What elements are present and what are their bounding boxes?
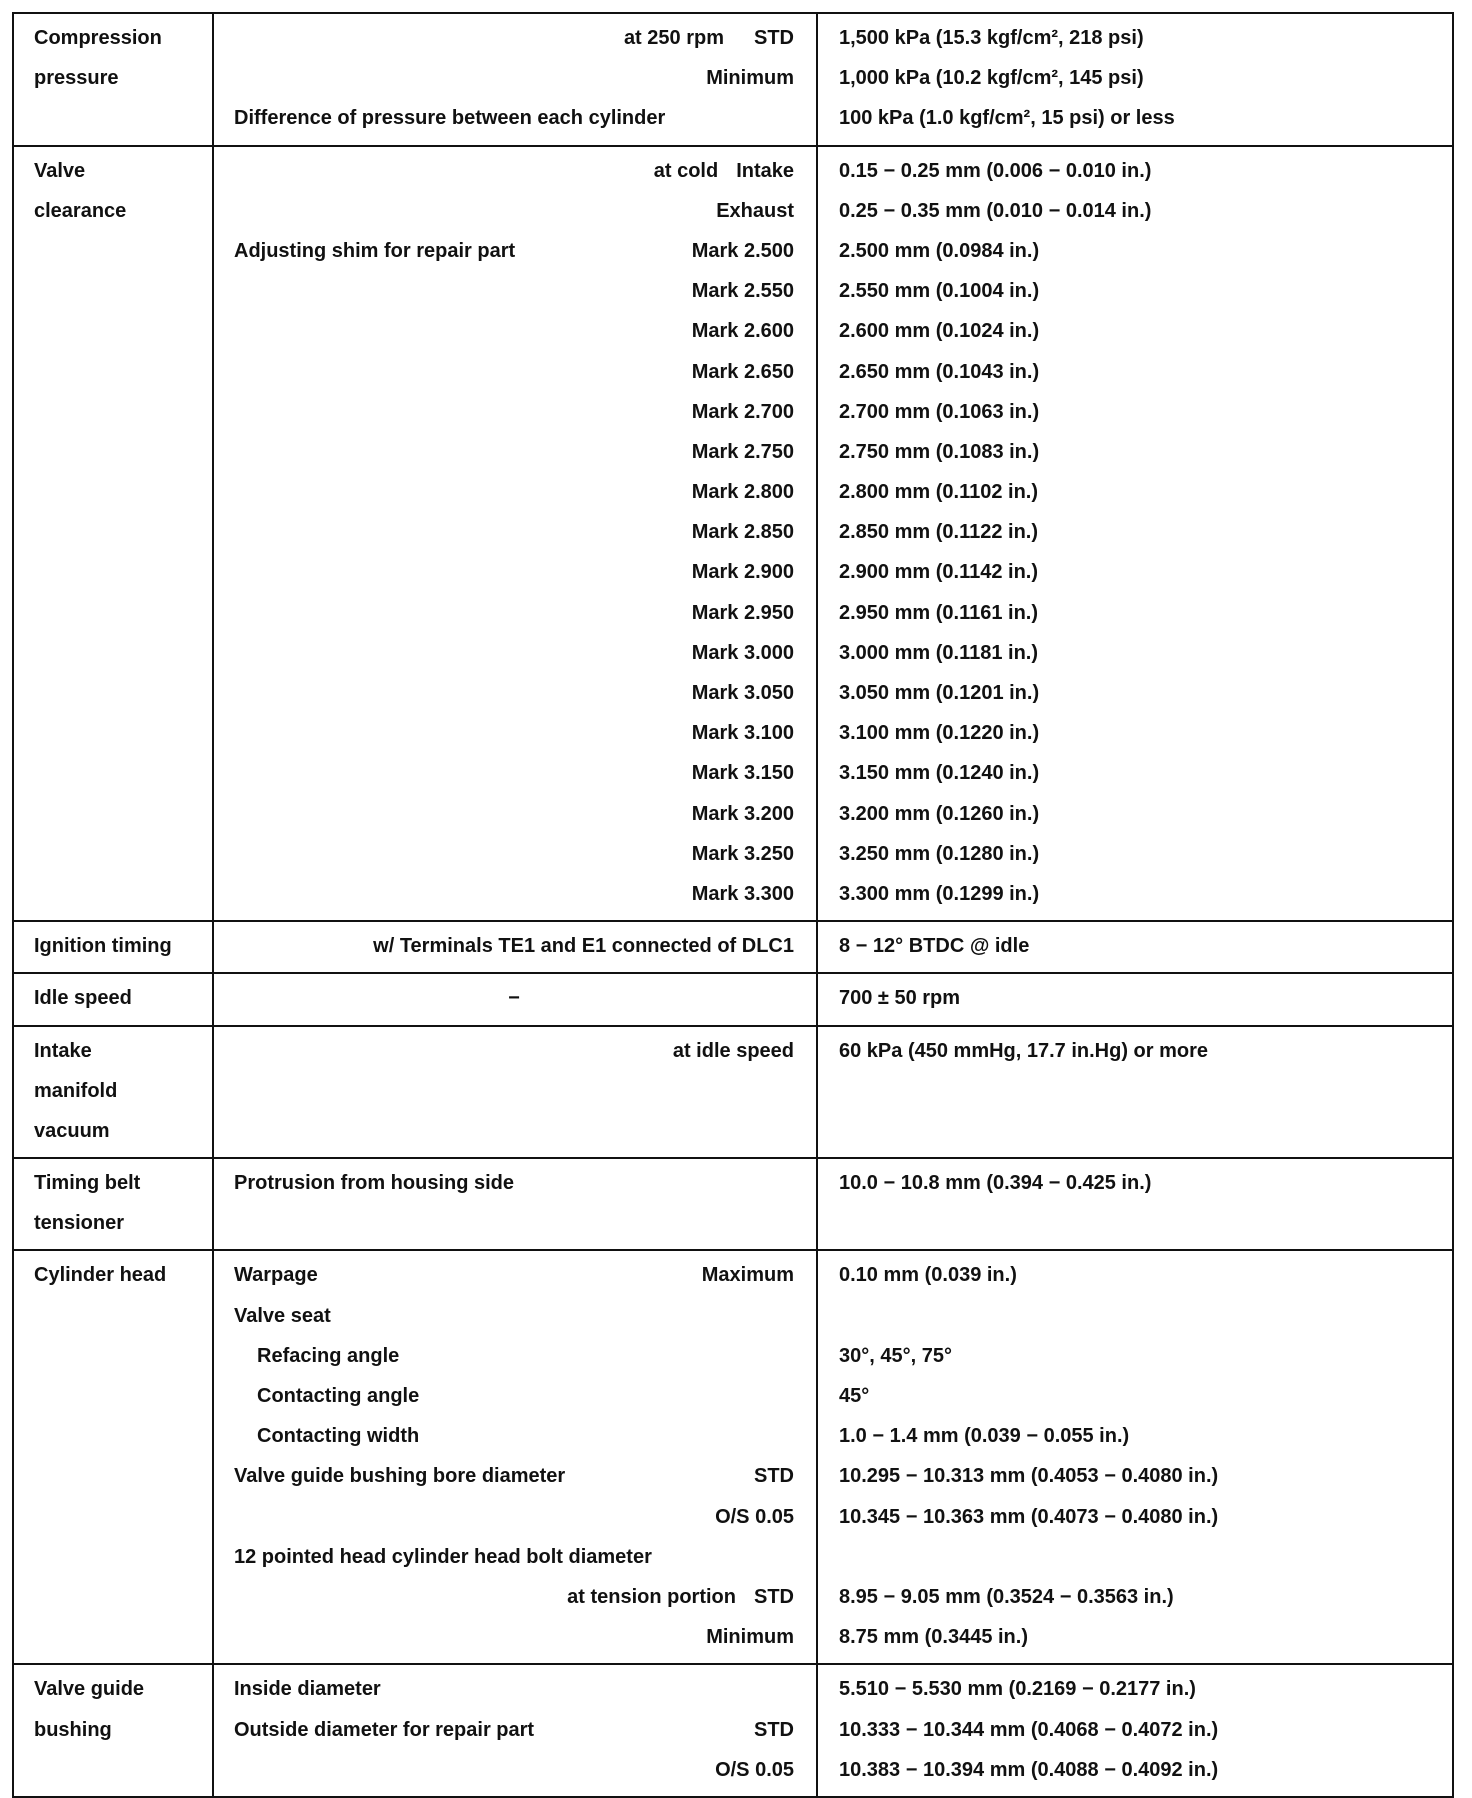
shim-mark-condition: Mark 2.800	[691, 481, 794, 504]
shim-mark-condition: Mark 3.250	[691, 842, 794, 865]
shim-mark-value: 3.050 mm (0.1201 in.)	[839, 682, 1040, 704]
shim-mark-value: 3.000 mm (0.1181 in.)	[839, 641, 1039, 664]
shim-mark-condition: Mark 3.200	[691, 802, 794, 825]
row-cylinder-head	[13, 1250, 1453, 1664]
condition-ignition-timing: w/ Terminals TE1 and E1 connected of DLC1	[213, 921, 817, 973]
condition-idle-speed: −	[213, 973, 817, 1025]
shim-mark-condition: Mark 2.900	[691, 561, 794, 584]
row-valve-guide-bushing	[13, 1664, 1453, 1797]
shim-mark-value: 2.950 mm (0.1161 in.)	[839, 601, 1039, 624]
shim-mark-condition: Mark 2.600	[691, 320, 794, 343]
value-timing-belt-tensioner: 10.0 − 10.8 mm (0.394 − 0.425 in.)	[817, 1158, 1453, 1250]
shim-mark-condition: Mark 2.700	[691, 400, 794, 423]
shim-mark-value: 2.700 mm (0.1063 in.)	[839, 400, 1040, 423]
warpage-condition: Warpage Maximum	[234, 1264, 794, 1287]
specification-table	[12, 12, 1454, 1798]
shim-mark-condition: Mark 3.100	[691, 722, 794, 745]
compression-std-condition: at 250 rpm STD	[623, 27, 794, 49]
value-intake-manifold-vacuum: 60 kPa (450 mmHg, 17.7 in.Hg) or more	[817, 1026, 1453, 1159]
condition-compression-pressure	[213, 13, 817, 146]
shim-mark-value: 2.650 mm (0.1043 in.)	[839, 360, 1040, 383]
condition-valve-guide-bushing: Inside diameter Outside diameter for repair part STD O/S 0.05	[213, 1664, 817, 1797]
row-valve-clearance	[13, 146, 1453, 922]
shim-mark-value: 2.850 mm (0.1122 in.)	[839, 521, 1039, 544]
shim-mark-value: 3.150 mm (0.1240 in.)	[839, 762, 1040, 785]
row-idle-speed	[13, 973, 1453, 1025]
value-valve-clearance: 0.15 − 0.25 mm (0.006 − 0.010 in.) 0.25 − 0.35 mm (0.010 − 0.014 in.) 2.500 mm (0.0984 in.) 2.550 mm (0.1004 in.) 2.600 mm (0.1024 in.) 2.650 mm (0.1043 in.) 2.700 mm (0.1063 in.) 2.750 mm (0.1083 in.) 2.800 mm (0.1102 in.) 2.850 mm (0.1122 in.) 2.900 mm (0.1142 in.) 2.950 mm (0.1161 in.) 3.000 mm (0.1181 in.) 3.050 mm (0.1201 in.) 3.100 mm (0.1220 in.) 3.150 mm (0.1240 in.) 3.200 mm (0.1260 in.) 3.250 mm (0.1280 in.) 3.300 mm (0.1299 in.)	[817, 146, 1453, 922]
value-idle-speed: 700 ± 50 rpm	[817, 973, 1453, 1025]
shim-mark-condition: Mark 2.550	[691, 280, 794, 303]
compression-minimum-condition: Minimum	[706, 67, 794, 90]
shim-mark-condition: Mark 2.950	[691, 601, 794, 624]
shim-mark-value: 2.500 mm (0.0984 in.)	[839, 239, 1040, 262]
shim-mark-condition: Mark 2.750	[691, 440, 794, 463]
value-cylinder-head: 0.10 mm (0.039 in.) 30°, 45°, 75° 45° 1.0 − 1.4 mm (0.039 − 0.055 in.) 10.295 − 10.313 mm (0.4053 − 0.4080 in.) 10.345 − 10.363 mm (0.4073 − 0.4080 in.) 8.95 − 9.05 mm (0.3524 − 0.3563 in.) 8.75 mm (0.3445 in.)	[817, 1250, 1453, 1664]
shim-mark-value: 2.900 mm (0.1142 in.)	[839, 561, 1039, 584]
shim-mark-condition: Mark 3.150	[691, 762, 794, 785]
item-valve-clearance: Valve clearance	[13, 146, 213, 922]
valve-exhaust-condition: Exhaust	[716, 199, 794, 222]
bore-std-condition: Valve guide bushing bore diameter STD	[234, 1465, 794, 1488]
row-ignition-timing	[13, 921, 1453, 973]
condition-timing-belt-tensioner: Protrusion from housing side	[213, 1158, 817, 1250]
shim-mark-condition: Mark 3.300	[691, 882, 794, 905]
shim-mark-condition: Mark 2.850	[691, 521, 794, 544]
shim-mark-condition: Mark 3.050	[691, 682, 794, 704]
condition-valve-clearance	[213, 146, 817, 922]
condition-cylinder-head: Warpage Maximum Valve seat Refacing angle Contacting angle Contacting width Valve guide bushing bore diameter STD O/S 0.05 12 pointed head cylinder head bolt diameter at tension portion STD Minimum	[213, 1250, 817, 1664]
value-ignition-timing: 8 − 12° BTDC @ idle	[817, 921, 1453, 973]
condition-intake-manifold-vacuum: at idle speed	[213, 1026, 817, 1159]
shim-mark-condition: Mark 3.000	[691, 641, 794, 664]
row-compression-pressure	[13, 13, 1453, 146]
valve-intake-condition: at cold Intake	[653, 159, 794, 182]
shim-mark-condition: Mark 2.650	[691, 360, 794, 383]
item-valve-guide-bushing: Valve guide bushing	[13, 1664, 213, 1797]
value-valve-guide-bushing: 5.510 − 5.530 mm (0.2169 − 0.2177 in.) 10.333 − 10.344 mm (0.4068 − 0.4072 in.) 10.383 − 10.394 mm (0.4088 − 0.4092 in.)	[817, 1664, 1453, 1797]
shim-mark-value: 3.300 mm (0.1299 in.)	[839, 882, 1040, 905]
shim-mark-value: 3.200 mm (0.1260 in.)	[839, 802, 1040, 825]
shim-mark-value: 2.800 mm (0.1102 in.)	[839, 481, 1039, 504]
shim-mark-condition: Adjusting shim for repair part Mark 2.500	[234, 239, 794, 262]
item-intake-manifold-vacuum: Intake manifold vacuum	[13, 1026, 213, 1159]
item-timing-belt-tensioner: Timing belt tensioner	[13, 1158, 213, 1250]
compression-difference-condition: Difference of pressure between each cylinder	[234, 107, 666, 130]
shim-mark-value: 3.250 mm (0.1280 in.)	[839, 842, 1040, 865]
shim-mark-value: 3.100 mm (0.1220 in.)	[839, 722, 1040, 745]
bolt-std-condition: at tension portion STD	[567, 1585, 794, 1608]
item-compression-pressure: Compression pressure	[13, 13, 213, 146]
row-intake-manifold-vacuum	[13, 1026, 1453, 1159]
item-ignition-timing: Ignition timing	[13, 921, 213, 973]
shim-mark-value: 2.550 mm (0.1004 in.)	[839, 280, 1040, 303]
value-compression-pressure: 1,500 kPa (15.3 kgf/cm², 218 psi) 1,000 kPa (10.2 kgf/cm², 145 psi) 100 kPa (1.0 kgf/cm², 15 psi) or less	[817, 13, 1453, 146]
row-timing-belt-tensioner	[13, 1158, 1453, 1250]
outside-std-condition: Outside diameter for repair part STD	[234, 1718, 794, 1741]
item-cylinder-head: Cylinder head	[13, 1250, 213, 1664]
shim-mark-value: 2.600 mm (0.1024 in.)	[839, 320, 1040, 343]
item-idle-speed: Idle speed	[13, 973, 213, 1025]
shim-mark-value: 2.750 mm (0.1083 in.)	[839, 440, 1040, 463]
